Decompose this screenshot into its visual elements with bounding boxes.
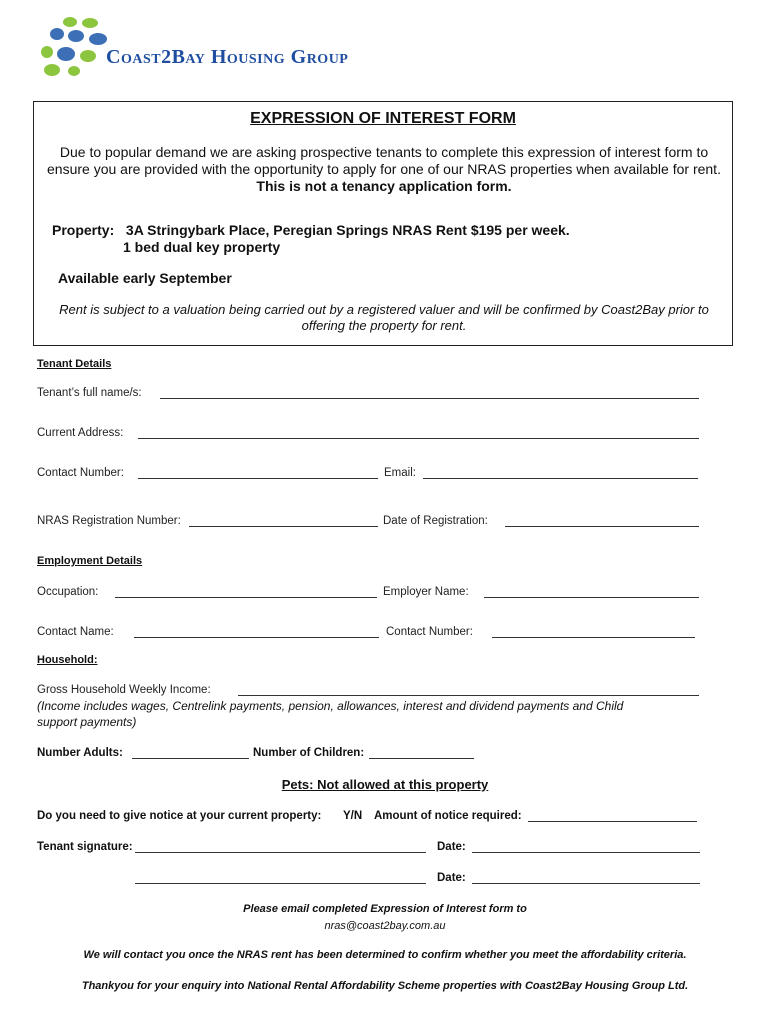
logo-dot [68, 30, 84, 42]
date-reg-label: Date of Registration: [383, 515, 488, 527]
logo-dot [82, 18, 98, 28]
company-name: Coast2Bay Housing Group [106, 46, 349, 68]
children-label: Number of Children: [253, 747, 365, 759]
notice-yn: Y/N [343, 810, 363, 822]
contact-name-label: Contact Name: [37, 626, 114, 638]
form-title: EXPRESSION OF INTEREST FORM [250, 110, 516, 127]
full-name-label: Tenant’s full name/s: [37, 387, 142, 399]
logo-dot [63, 17, 77, 27]
logo-dot [44, 64, 60, 76]
email-field[interactable] [423, 478, 698, 479]
logo-dot [57, 47, 75, 61]
employer-contact-number-label: Contact Number: [386, 626, 473, 638]
full-name-field[interactable] [160, 398, 699, 399]
logo-dot [89, 33, 107, 45]
address-field[interactable] [138, 438, 699, 439]
signature-field-2[interactable] [135, 883, 426, 884]
nras-reg-label: NRAS Registration Number: [37, 515, 181, 527]
household-heading: Household: [37, 654, 98, 666]
adults-field[interactable] [132, 758, 249, 759]
property-details [52, 222, 570, 256]
logo-dot [68, 66, 80, 76]
employer-field[interactable] [484, 597, 699, 598]
logo-dot [50, 28, 64, 40]
company-logo [38, 14, 110, 80]
employer-label: Employer Name: [383, 586, 469, 598]
occupation-field[interactable] [115, 597, 377, 598]
email-instruction: Please email completed Expression of Interest form to [243, 903, 527, 915]
income-label: Gross Household Weekly Income: [37, 684, 211, 696]
nras-reg-field[interactable] [189, 526, 378, 527]
intro-text: Due to popular demand we are asking prospective tenants to complete this expression of interest form to ensure you are provided with the opportunity to apply for one of our NRAS properties when available for rent. This is not a tenancy application form. [47, 144, 721, 194]
contact-name-field[interactable] [134, 637, 379, 638]
signature-date-field[interactable] [472, 852, 700, 853]
employment-heading: Employment Details [37, 555, 143, 567]
income-field[interactable] [238, 695, 699, 696]
pets-notice: Pets: Not allowed at this property [281, 777, 489, 792]
email-address[interactable]: nras@coast2bay.com.au [324, 920, 446, 932]
address-label: Current Address: [37, 427, 124, 439]
property-address: 3A Stringybark Place, Peregian Springs NRAS Rent $195 per week. [125, 222, 570, 238]
date-reg-field[interactable] [505, 526, 699, 527]
signature-date-label-2: Date: [437, 872, 466, 884]
contact-note: We will contact you once the NRAS rent has been determined to confirm whether you meet the affordability criteria. [83, 949, 687, 961]
contact-number-field[interactable] [138, 478, 378, 479]
signature-field[interactable] [135, 852, 426, 853]
email-label: Email: [384, 467, 416, 479]
tenant-heading: Tenant Details [37, 358, 112, 370]
intro-box [33, 101, 733, 346]
contact-number-label: Contact Number: [37, 467, 124, 479]
logo-dot [41, 46, 53, 58]
notice-question: Do you need to give notice at your current property: [37, 810, 322, 822]
children-field[interactable] [369, 758, 474, 759]
property-label: Property: [52, 222, 115, 238]
rent-note: Rent is subject to a valuation being carried out by a registered valuer and will be confirmed by Coast2Bay prior to offering the property for rent. [59, 302, 709, 333]
adults-label: Number Adults: [37, 747, 123, 759]
notice-amount-label: Amount of notice required: [374, 810, 522, 822]
logo-dot [80, 50, 96, 62]
signature-label: Tenant signature: [37, 841, 133, 853]
employer-contact-number-field[interactable] [492, 637, 695, 638]
notice-amount-field[interactable] [528, 821, 697, 822]
availability: Available early September [58, 270, 232, 286]
thanks-note: Thankyou for your enquiry into National Rental Affordability Scheme properties with Coast2Bay Housing Group Ltd. [81, 980, 689, 992]
property-type: 1 bed dual key property [123, 239, 281, 255]
income-note: (Income includes wages, Centrelink payments, pension, allowances, interest and dividend payments and Child support payments) [37, 699, 624, 729]
occupation-label: Occupation: [37, 586, 99, 598]
intro-bold: This is not a tenancy application form. [256, 178, 512, 194]
signature-date-field-2[interactable] [472, 883, 700, 884]
signature-date-label: Date: [437, 841, 466, 853]
